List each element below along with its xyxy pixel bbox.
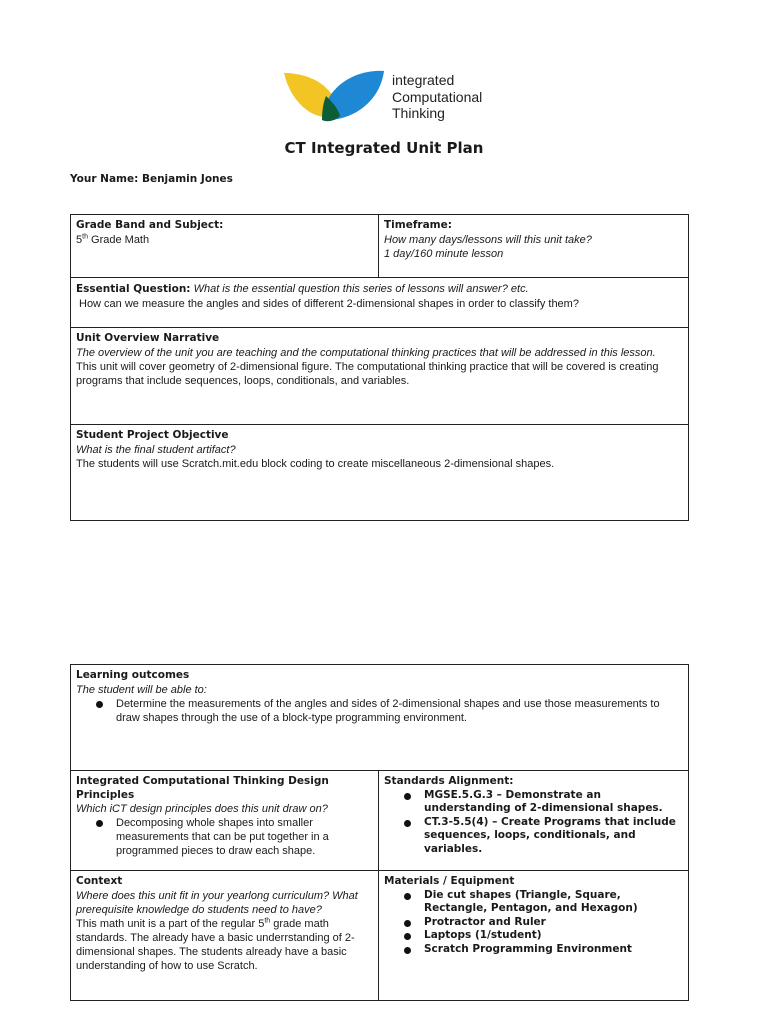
project-objective-prompt: What is the final student artifact? [76,443,236,456]
grade-band-label: Grade Band and Subject: [76,219,224,231]
timeframe-prompt: How many days/lessons will this unit take? [384,233,592,246]
list-item: MGSE.5.G.3 – Demonstrate an understanding of 2-dimensional shapes. [384,789,683,816]
learning-outcomes-label: Learning outcomes [76,669,190,681]
timeframe-value: 1 day/160 minute lesson [384,247,504,260]
bullet-icon [404,933,411,940]
context-label: Context [76,875,123,887]
table-row [71,665,689,771]
design-principles-label: Integrated Computational Thinking Design Principles [76,775,329,801]
list-item: Determine the measurements of the angles and sides of 2-dimensional shapes and use those measurements to draw shapes through the use of a block-type programming environment. [76,697,683,725]
timeframe-label: Timeframe: [384,219,452,231]
ict-logo-wordmark [392,72,482,122]
context-cell [71,871,379,1001]
your-name-line [70,172,233,186]
your-name-value: Benjamin Jones [141,173,233,185]
learning-outcomes-list [76,697,683,725]
standards-label: Standards Alignment: [384,775,514,787]
unit-overview-label: Unit Overview Narrative [76,332,220,344]
list-item: Laptops (1/student) [384,929,683,943]
table-row [71,771,689,871]
learning-outcomes-prompt: The student will be able to: [76,683,207,696]
materials-label: Materials / Equipment [384,875,515,887]
bullet-icon [404,893,411,900]
grade-band-value: 5th Grade Math [76,232,150,246]
learning-outcomes-cell [71,665,689,771]
page-title: CT Integrated Unit Plan [284,139,484,157]
list-item: Die cut shapes (Triangle, Square, Rectangle, Pentagon, and Hexagon) [384,889,683,916]
design-principles-cell [71,771,379,871]
table-row [71,328,689,425]
unit-overview-cell [71,328,689,425]
logo-line-2: Computational [392,88,483,105]
bullet-icon [404,947,411,954]
table-row [71,215,689,278]
unit-overview-prompt: The overview of the unit you are teaching and the computational thinking practices that will be addressed in this lesson. [76,346,656,359]
list-item: CT.3-5.5(4) – Create Programs that include sequences, loops, conditionals, and variables. [384,816,683,857]
project-objective-cell [71,425,689,521]
your-name-label: Your Name: [70,173,139,185]
design-principles-list [76,816,373,858]
project-objective-value: The students will use Scratch.mit.edu block coding to create miscellaneous 2-dimensional shapes. [76,457,555,470]
logo-line-3: Thinking [392,105,445,121]
essential-question-value: How can we measure the angles and sides of different 2-dimensional shapes in order to classify them? [79,297,579,310]
timeframe-cell [379,215,689,278]
context-value: This math unit is a part of the regular 5th grade math standards. The already have a basic underrstanding of 2-dimensional shapes. The students already have a basic understanding of how to use Scratch. [76,916,355,972]
project-objective-label: Student Project Objective [76,429,229,441]
unit-plan-table-1 [70,214,689,521]
materials-cell [379,871,689,1001]
unit-overview-value: This unit will cover geometry of 2-dimensional figure. The computational thinking practice that will be covered is creating programs that include sequences, loops, conditionals, and variables. [76,360,659,387]
logo-line-1: integrated [392,72,455,88]
table-row [71,425,689,521]
essential-question-prompt: What is the essential question this series of lessons will answer? etc. [193,283,529,295]
ict-logo-mark [282,70,392,124]
grade-band-cell [71,215,379,278]
bullet-icon [404,920,411,927]
context-prompt: Where does this unit fit in your yearlong curriculum? What prerequisite knowledge do students need to have? [76,889,358,916]
essential-question-cell [71,278,689,328]
list-item: Scratch Programming Environment [384,943,683,957]
table-row [71,871,689,1001]
bullet-icon [96,820,103,827]
list-item: Protractor and Ruler [384,916,683,930]
bullet-icon [404,793,411,800]
standards-cell [379,771,689,871]
bullet-icon [96,701,103,708]
unit-plan-table-2 [70,664,689,1001]
materials-list [384,889,683,957]
table-row [71,278,689,328]
design-principles-prompt: Which iCT design principles does this unit draw on? [76,803,328,815]
list-item: Decomposing whole shapes into smaller measurements that can be put together in a programmed pieces to draw each shape. [76,816,373,858]
ict-logo [282,70,522,124]
essential-question-label: Essential Question: [76,283,191,295]
bullet-icon [404,820,411,827]
standards-list [384,789,683,857]
